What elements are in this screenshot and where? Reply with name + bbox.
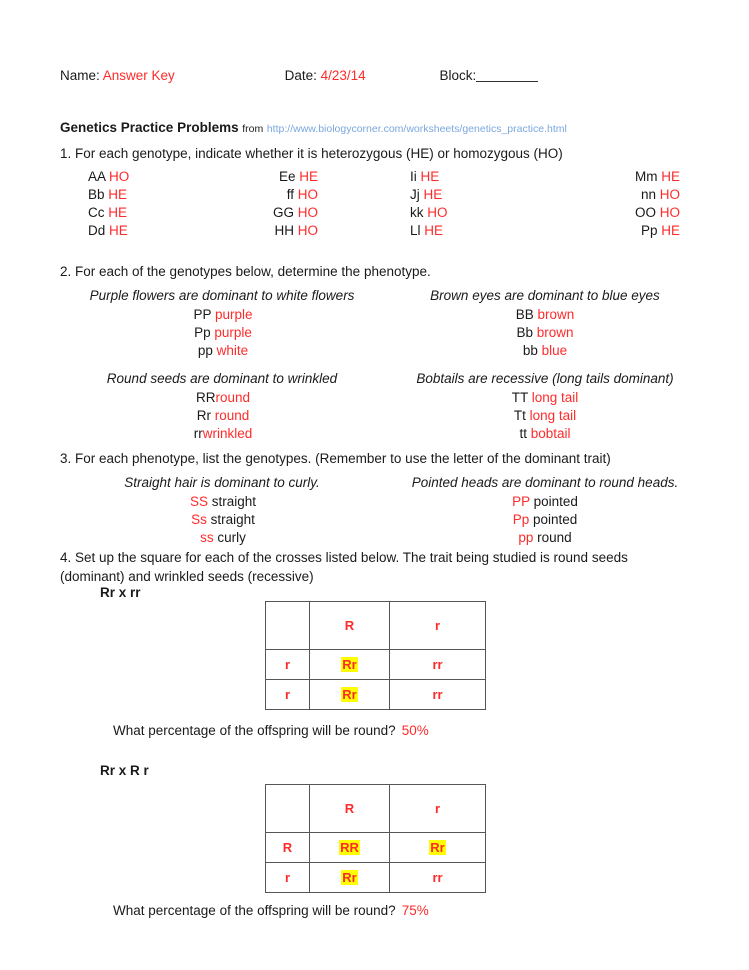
answer-text: Pp <box>512 512 530 527</box>
worksheet-title-line <box>60 120 567 135</box>
answer-text: PP <box>512 494 530 509</box>
date-label: Date: <box>284 68 317 83</box>
q2a-left-column <box>60 286 390 360</box>
answer-text: HO <box>297 187 318 202</box>
trait-heading: Bobtails are recessive (long tails dominant) <box>416 371 674 386</box>
punnett-row <box>266 863 486 893</box>
q2b-right-column <box>390 369 700 443</box>
answer-text: brown <box>537 307 575 322</box>
q1-item <box>210 222 380 240</box>
genotype-text: Bb <box>516 325 537 340</box>
genotype-row <box>390 342 700 360</box>
answer-text: pp <box>518 530 534 545</box>
answer-text: HO <box>297 205 318 220</box>
genotype-text: Rr <box>196 408 215 423</box>
percentage-answer: 75% <box>401 903 429 918</box>
page-title: Genetics Practice Problems <box>60 120 239 135</box>
cross-2-percentage-line <box>113 903 429 918</box>
q1-item <box>60 222 210 240</box>
block-blank-rule <box>476 69 538 82</box>
date-field-group <box>285 68 366 83</box>
question-2-block-b <box>60 369 700 443</box>
punnett-cell[interactable] <box>390 680 486 710</box>
phenotype-row <box>390 511 700 529</box>
answer-text: purple <box>214 325 252 340</box>
genotype-row <box>60 324 386 342</box>
genotype-text: tt <box>519 426 531 441</box>
genotype-row <box>60 306 386 324</box>
genotype-text: BB <box>515 307 538 322</box>
genotype-text: Jj <box>410 187 424 202</box>
punnett-row <box>266 680 486 710</box>
answer-text: HO <box>427 205 448 220</box>
genotype-row <box>60 407 386 425</box>
source-url-link[interactable]: http://www.biologycorner.com/worksheets/genetics_practice.html <box>266 123 567 135</box>
genotype-text: rr <box>432 687 443 702</box>
punnett-header-row <box>266 602 486 650</box>
phenotype-row <box>390 493 700 511</box>
phenotype-row <box>390 529 700 547</box>
genotype-text: RR <box>340 840 359 855</box>
genotype-text: pp <box>197 343 217 358</box>
header-line <box>60 68 690 83</box>
punnett-cell[interactable] <box>310 602 390 650</box>
punnett-cell[interactable] <box>310 680 390 710</box>
genotype-text: Tt <box>513 408 530 423</box>
cross-1-label: Rr x rr <box>100 585 141 600</box>
punnett-corner-cell[interactable] <box>266 785 310 833</box>
name-label: Name: <box>60 68 100 83</box>
q1-column-2 <box>210 168 380 240</box>
punnett-cell[interactable] <box>390 650 486 680</box>
q1-item <box>540 222 700 240</box>
question-4-prompt: 4. Set up the square for each of the crosses listed below. The trait being studied is round seeds (dominant) and wrinkled seeds (recessive) <box>60 550 628 584</box>
phenotype-text: straight <box>206 512 255 527</box>
answer-text: HE <box>108 205 128 220</box>
genotype-text: PP <box>193 307 215 322</box>
phenotype-text: pointed <box>529 494 578 509</box>
answer-text: SS <box>189 494 208 509</box>
answer-text: white <box>216 343 249 358</box>
genotype-row <box>390 324 700 342</box>
genotype-row <box>390 306 700 324</box>
cross-2-label: Rr x R r <box>100 763 149 778</box>
punnett-cell[interactable] <box>390 833 486 863</box>
phenotype-row <box>60 511 386 529</box>
genotype-text: Bb <box>88 187 109 202</box>
percentage-answer: 50% <box>401 723 429 738</box>
genotype-text: Pp <box>640 223 662 238</box>
answer-text: brown <box>536 325 574 340</box>
q1-item <box>60 186 210 204</box>
punnett-cell[interactable] <box>310 863 390 893</box>
block-label: Block: <box>439 68 477 83</box>
answer-text: round <box>215 390 251 405</box>
allele-text: r <box>284 687 291 702</box>
question-3-block <box>60 473 700 547</box>
answer-text: HO <box>659 205 680 220</box>
name-value: Answer Key <box>102 68 175 83</box>
punnett-cell[interactable] <box>266 650 310 680</box>
allele-text: r <box>284 657 291 672</box>
trait-heading: Straight hair is dominant to curly. <box>124 475 320 490</box>
name-field-group <box>60 68 175 83</box>
trait-rows <box>390 389 700 443</box>
punnett-square-2 <box>265 784 486 893</box>
genotype-text: Ll <box>410 223 425 238</box>
answer-text: HE <box>299 169 318 184</box>
question-3-prompt: 3. For each phenotype, list the genotypes. (Remember to use the letter of the dominant trait) <box>60 451 611 466</box>
source-prefix: from <box>242 123 264 135</box>
punnett-square-1 <box>265 601 486 710</box>
punnett-cell[interactable] <box>310 785 390 833</box>
genotype-row <box>390 407 700 425</box>
cross-1-percentage-line <box>113 723 429 738</box>
answer-text: round <box>214 408 250 423</box>
punnett-corner-cell[interactable] <box>266 602 310 650</box>
trait-rows <box>60 306 390 360</box>
genotype-row <box>60 342 386 360</box>
q1-column-3 <box>380 168 540 240</box>
genotype-text: rr <box>193 426 203 441</box>
trait-rows <box>60 389 390 443</box>
q1-item <box>60 168 210 186</box>
allele-text: R <box>344 618 355 633</box>
genotype-row <box>60 389 386 407</box>
genotype-text: nn <box>640 187 660 202</box>
answer-text: HO <box>297 223 318 238</box>
punnett-cell[interactable] <box>390 785 486 833</box>
trait-heading: Round seeds are dominant to wrinkled <box>106 371 338 386</box>
answer-text: wrinkled <box>202 426 253 441</box>
punnett-cell[interactable] <box>310 833 390 863</box>
genotype-text: Ii <box>410 169 421 184</box>
genotype-text: Ee <box>278 169 300 184</box>
answer-text: HE <box>661 223 680 238</box>
genotype-text: Rr <box>430 840 445 855</box>
date-value: 4/23/14 <box>320 68 366 83</box>
allele-text: r <box>284 870 291 885</box>
punnett-cell[interactable] <box>310 650 390 680</box>
q3-left-column <box>60 473 390 547</box>
q2a-right-column <box>390 286 700 360</box>
trait-rows <box>390 306 700 360</box>
q2b-left-column <box>60 369 390 443</box>
genotype-text: bb <box>522 343 542 358</box>
genotype-text: Cc <box>88 205 109 220</box>
allele-text: r <box>434 801 441 816</box>
punnett-cell[interactable] <box>390 863 486 893</box>
q1-item <box>210 186 380 204</box>
q1-item <box>380 168 540 186</box>
genotype-text: Pp <box>194 325 215 340</box>
genotype-text: rr <box>432 657 443 672</box>
genotype-text: rr <box>432 870 443 885</box>
punnett-cell[interactable] <box>266 680 310 710</box>
q1-item <box>540 204 700 222</box>
genotype-text: TT <box>511 390 532 405</box>
genotype-text: Rr <box>342 687 357 702</box>
q1-item <box>60 204 210 222</box>
q1-item <box>540 168 700 186</box>
phenotype-text: round <box>533 530 572 545</box>
answer-text: long tail <box>531 390 579 405</box>
genotype-text: OO <box>634 205 660 220</box>
answer-text: HO <box>659 187 680 202</box>
question-1-answer-grid <box>60 168 700 240</box>
q1-item <box>210 204 380 222</box>
genotype-text: HH <box>274 223 298 238</box>
q1-item <box>380 222 540 240</box>
phenotype-text: pointed <box>529 512 578 527</box>
phenotype-row <box>60 493 386 511</box>
answer-text: HE <box>109 223 128 238</box>
phenotype-text: straight <box>207 494 257 509</box>
genotype-text: Rr <box>342 657 357 672</box>
answer-text: ss <box>200 530 214 545</box>
genotype-text: RR <box>195 390 216 405</box>
question-2-block-a <box>60 286 700 360</box>
percentage-question: What percentage of the offspring will be round? <box>113 723 396 738</box>
punnett-row <box>266 833 486 863</box>
answer-text: long tail <box>529 408 577 423</box>
answer-text: HE <box>108 187 128 202</box>
q1-item <box>380 204 540 222</box>
percentage-question: What percentage of the offspring will be round? <box>113 903 396 918</box>
answer-text: purple <box>214 307 253 322</box>
question-1-prompt: 1. For each genotype, indicate whether it is heterozygous (HE) or homozygous (HO) <box>60 146 563 161</box>
allele-text: R <box>282 840 293 855</box>
answer-text: bobtail <box>530 426 571 441</box>
q3-right-column <box>390 473 700 547</box>
trait-rows <box>60 493 390 547</box>
answer-text: HE <box>661 169 680 184</box>
answer-text: Ss <box>191 512 207 527</box>
genotype-row <box>390 425 700 443</box>
allele-text: R <box>344 801 355 816</box>
genotype-text: AA <box>88 169 110 184</box>
phenotype-text: curly <box>213 530 246 545</box>
genotype-row <box>60 425 386 443</box>
question-2-prompt: 2. For each of the genotypes below, determine the phenotype. <box>60 264 431 279</box>
q1-column-1 <box>60 168 210 240</box>
genotype-text: Dd <box>88 223 110 238</box>
answer-text: HE <box>423 187 443 202</box>
punnett-cell[interactable] <box>390 602 486 650</box>
genotype-text: Rr <box>342 870 357 885</box>
genotype-text: ff <box>286 187 298 202</box>
q1-column-4 <box>540 168 700 240</box>
genotype-text: GG <box>272 205 298 220</box>
allele-text: r <box>434 618 441 633</box>
q1-item <box>210 168 380 186</box>
answer-text: HE <box>420 169 440 184</box>
trait-heading: Brown eyes are dominant to blue eyes <box>430 288 660 303</box>
trait-heading: Purple flowers are dominant to white flowers <box>89 288 355 303</box>
answer-text: HO <box>109 169 130 184</box>
punnett-header-row <box>266 785 486 833</box>
punnett-cell[interactable] <box>266 833 310 863</box>
q1-item <box>380 186 540 204</box>
genotype-row <box>390 389 700 407</box>
phenotype-row <box>60 529 386 547</box>
punnett-cell[interactable] <box>266 863 310 893</box>
punnett-row <box>266 650 486 680</box>
genotype-text: kk <box>410 205 428 220</box>
q1-item <box>540 186 700 204</box>
block-field-group <box>439 68 538 83</box>
trait-rows <box>390 493 700 547</box>
answer-text: HE <box>424 223 444 238</box>
trait-heading: Pointed heads are dominant to round heads. <box>411 475 679 490</box>
genotype-text: Mm <box>634 169 662 184</box>
answer-text: blue <box>541 343 568 358</box>
